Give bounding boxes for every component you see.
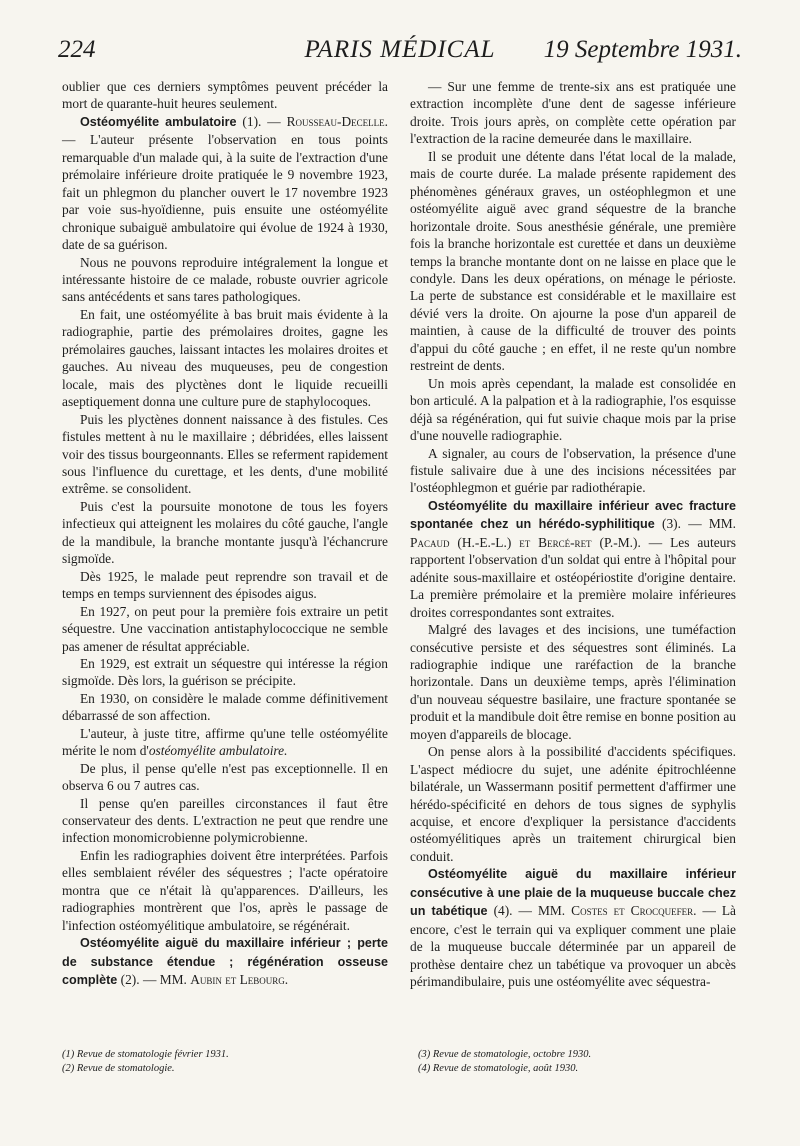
- footnote: (2) Revue de stomatologie.: [62, 1063, 175, 1074]
- paragraph: Puis c'est la poursuite monotone de tous les foyers infectieux qui atteignent les molaires du côté gauche, l'angle de la mandibule, la branche montante jusqu'à l'échancrure sigmoïde.: [62, 498, 388, 567]
- authors: Rousseau-Decelle.: [286, 113, 388, 129]
- section-osteomyelite-ambulatoire: [62, 113, 388, 254]
- authors: Costes et Crocquefer.: [571, 903, 697, 919]
- section-text: — Les auteurs rapportent l'observation d'un soldat qui entre à l'hôpital pour adénite sous-maxillaire et ostéopériostite d'origine dentaire. La première prémolaire et la première molaire inférieures droites correspondantes sont extraites.: [410, 534, 737, 620]
- paragraph: oublier que ces derniers symptômes peuvent précéder la mort de quarante-huit heures seulement.: [62, 79, 388, 112]
- paragraph: Dès 1925, le malade peut reprendre son travail et de temps en temps surviennent des épisodes aigus.: [62, 568, 388, 602]
- page-number: 224: [58, 36, 96, 63]
- paragraph: A signaler, au cours de l'observation, la présence d'une fistule salivaire due à une des incisions nécessitées par l'ostéophlegmon et guérie par radiothérapie.: [410, 445, 736, 496]
- italic-term: ostéomyélite ambulatoire.: [148, 743, 288, 759]
- section-title: Ostéomyélite ambulatoire: [80, 114, 237, 129]
- ref-marker: (2). — MM.: [117, 972, 191, 988]
- left-column: [62, 78, 388, 990]
- section-title: Ostéomyélite aiguë du maxillaire inférieur consécutive à une plaie de la muqueuse buccale chez un tabétique: [410, 867, 736, 919]
- issue-date: 19 Septembre 1931.: [543, 36, 742, 63]
- paragraph: Enfin les radiographies doivent être interprétées. Parfois elles semblaient révéler des séquestres ; l'acte opératoire montra que ce n'était là qu'apparences. D'ailleurs, les radiographies montrèrent que l'os, après le passage de l'infection ostéomyélitique ambulatoire, se régénérait.: [62, 847, 388, 933]
- paragraph: — Sur une femme de trente-six ans est pratiquée une extraction incomplète d'une dent de sagesse inférieure droite. Trois jours après, on complète cette opération par l'extraction de la racine demeurée dans le maxillaire.: [410, 79, 736, 147]
- paragraph: Un mois après cependant, la malade est consolidée en bon articulé. A la palpation et à la radiographie, l'os esquisse déjà sa régénération, qui fut suivie chaque mois par la prise d'une nouvelle radiographie.: [410, 375, 736, 444]
- section-text: — L'auteur présente l'observation en tous points remarquable d'un malade qui, à la suite de l'extraction d'une prémolaire inférieure droite pratiquée le 9 novembre 1923, fait un phlegmon du plancher ouvert le 17 novembre 1923 par voie sus-hyoïdienne, puis ensuite une ostéomyélite chronique subaiguë ambulatoire qui évolue de 1924 à 1930, date de sa guérison.: [62, 132, 388, 253]
- paragraph: On pense alors à la possibilité d'accidents spécifiques. L'aspect médiocre du sujet, une adénite épitrochléenne bilatérale, un Wassermann positif permettent d'affirmer une hérédo-spécificité en dehors de tous signes de syphylis acquise, et encore d'expliquer la persistance d'accidents ostéomyélitiques après un traitement chirurgical bien conduit.: [410, 744, 736, 864]
- footnote: (4) Revue de stomatologie, août 1930.: [418, 1063, 579, 1074]
- paragraph: Puis les plyctènes donnent naissance à des fistules. Ces fistules mettent à nu le maxillaire ; débridées, elles laissent voir des tissus bourgeonnants. Elles se referment rapidement sous l'influence du curettage, et les dents, d'une mobilité extrême. se consolident.: [62, 411, 388, 497]
- authors: Aubin et Lebourg.: [190, 972, 289, 988]
- section-title: Ostéomyélite aiguë du maxillaire inférieur ; perte de substance étendue ; régénération osseuse complète: [62, 936, 388, 988]
- paragraph: En 1930, on considère le malade comme définitivement débarrassé de son affection.: [62, 690, 388, 724]
- paragraph: Il pense qu'en pareilles circonstances il faut être conservateur des dents. L'extraction ne peut que rendre une infection monomicrobienne polymicrobienne.: [62, 795, 388, 846]
- paragraph: [62, 725, 388, 760]
- right-column: [410, 78, 736, 991]
- paragraph: Malgré des lavages et des incisions, une tuméfaction consécutive persiste et des séquestres sont éliminés. La radiographie indique une raréfaction de la branche horizontale. Dans un deuxième temps, après l'élimination d'un nouveau séquestre basilaire, une fracture spontanée se produit et la mandibule doit être remise en bonne position au moyen d'appareils de blocage.: [410, 622, 736, 742]
- paragraph: De plus, il pense qu'elle n'est pas exceptionnelle. Il en observa 6 ou 7 autres cas.: [62, 760, 388, 794]
- page-header: [58, 36, 742, 70]
- section-osteomyelite-aigue: [62, 934, 388, 989]
- ref-marker: (3). — MM.: [654, 516, 737, 532]
- paragraph-text: L'auteur, à juste titre, affirme qu'une telle ostéomyélite mérite le nom d': [62, 725, 388, 759]
- footnote: (3) Revue de stomatologie, octobre 1930.: [418, 1049, 592, 1060]
- ref-marker: (1). —: [236, 113, 287, 129]
- footnotes-right: [418, 1048, 744, 1076]
- paragraph: En 1929, est extrait un séquestre qui intéresse la région sigmoïde. Dès lors, la guérison se précipite.: [62, 655, 388, 689]
- paragraph: Nous ne pouvons reproduire intégralement la longue et intéressante histoire de ce malade, robuste ouvrier agricole sans antécédents et sans tares pathologiques.: [62, 254, 388, 305]
- authors: Pacaud (H.-E.-L.) et Bercé-ret (P.-M.).: [410, 534, 641, 550]
- section-text: — Là encore, c'est le terrain qui va expliquer comment une plaie de la muqueuse buccale déterminée par un appareil de prothèse dentaire chez un tabétique va provoquer un abcès périmandibulaire, puis une ostéomyélite avec séquestra-: [410, 903, 736, 990]
- section-tabetique: [410, 865, 736, 990]
- paragraph: En fait, une ostéomyélite à bas bruit mais évidente à la radiographie, partie des prémolaires droites, gagne les prémolaires gauches, laissant intactes les molaires droites et gauches. Au niveau des muqueuses, peu de congestion locale, mais des plyctènes dont le liquide recueilli aseptiquement donna une culture pure de staphylocoques.: [62, 306, 388, 410]
- paragraph: En 1927, on peut pour la première fois extraire un petit séquestre. Une vaccination antistaphylococcique ne semble pas amener de résultat appréciable.: [62, 603, 388, 654]
- journal-title: PARIS MÉDICAL: [304, 36, 496, 63]
- section-fracture-spontanee: [410, 497, 736, 621]
- ref-marker: (4). — MM.: [487, 903, 572, 919]
- footnote: (1) Revue de stomatologie février 1931.: [62, 1049, 229, 1060]
- section-title: Ostéomyélite du maxillaire inférieur avec fracture spontanée chez un hérédo-syphilitique: [410, 498, 736, 532]
- footnotes-left: [62, 1048, 388, 1076]
- paragraph: Il se produit une détente dans l'état local de la malade, mais de courte durée. La malade présente rapidement des phénomènes généraux graves, un ostéophlegmon et une ostéomyélite aiguë avec grand séquestre de la branche horizontale droite. Sous anesthésie générale, une première fois la branche horizontale est curettée et dans un deuxième temps la branche montante dont on ne laisse en place que le condyle. Dans les deux opérations, on ménage le périoste. La perte de substance est considérable et le maxillaire est dévié vers la droite. On ajourne la pose d'un appareil de maintien, à cause de la difficulté de trouver des points d'appui du côté gauche ; en effet, il ne reste qu'un nombre restreint de dents.: [410, 148, 736, 374]
